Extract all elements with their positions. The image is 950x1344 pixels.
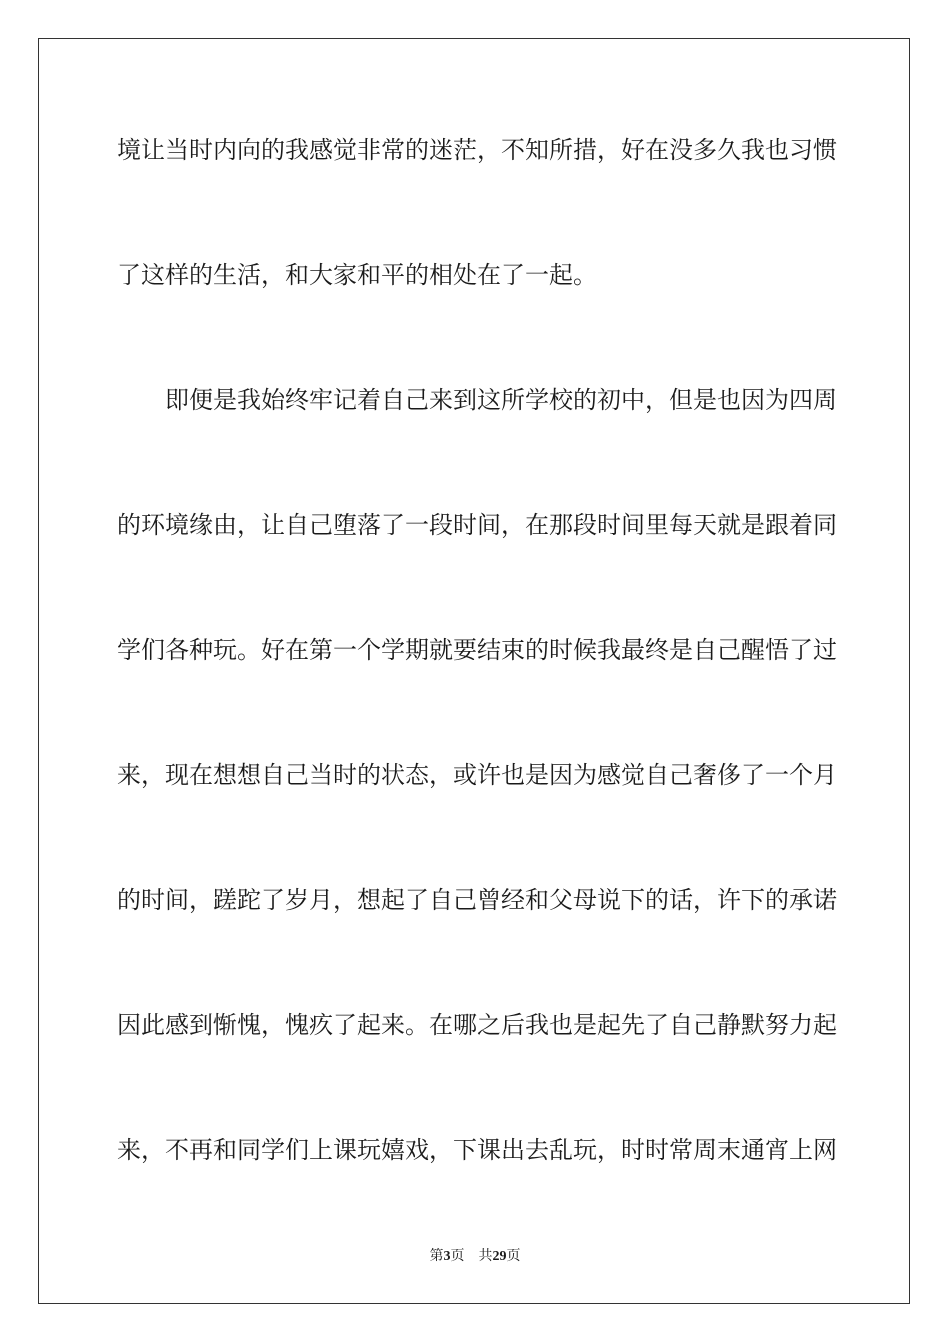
text-line: 来，现在想想自己当时的状态，或许也是因为感觉自己奢侈了一个月 xyxy=(117,761,837,789)
paragraph-first-line: 即便是我始终牢记着自己来到这所学校的初中，但是也因为四周 xyxy=(165,386,837,414)
page-number: 3 xyxy=(443,1249,451,1264)
text-line: 了这样的生活，和大家和平的相处在了一起。 xyxy=(117,261,597,289)
total-suffix: 页 xyxy=(506,1248,521,1264)
total-pages: 29 xyxy=(492,1249,507,1264)
text-line: 来，不再和同学们上课玩嬉戏，下课出去乱玩，时时常周末通宵上网 xyxy=(117,1136,837,1164)
page-border xyxy=(38,38,910,1304)
text-line: 的环境缘由，让自己堕落了一段时间，在那段时间里每天就是跟着同 xyxy=(117,511,837,539)
text-line: 因此感到惭愧，愧疚了起来。在哪之后我也是起先了自己静默努力起 xyxy=(117,1011,837,1039)
text-line: 境让当时内向的我感觉非常的迷茫，不知所措，好在没多久我也习惯 xyxy=(117,136,837,164)
text-line: 的时间，蹉跎了岁月，想起了自己曾经和父母说下的话，许下的承诺 xyxy=(117,886,837,914)
page-footer xyxy=(0,1246,950,1267)
page-suffix: 页 xyxy=(450,1248,465,1264)
total-prefix: 共 xyxy=(478,1248,493,1264)
page-prefix: 第 xyxy=(429,1248,444,1264)
text-line: 学们各种玩。好在第一个学期就要结束的时候我最终是自己醒悟了过 xyxy=(117,636,837,664)
